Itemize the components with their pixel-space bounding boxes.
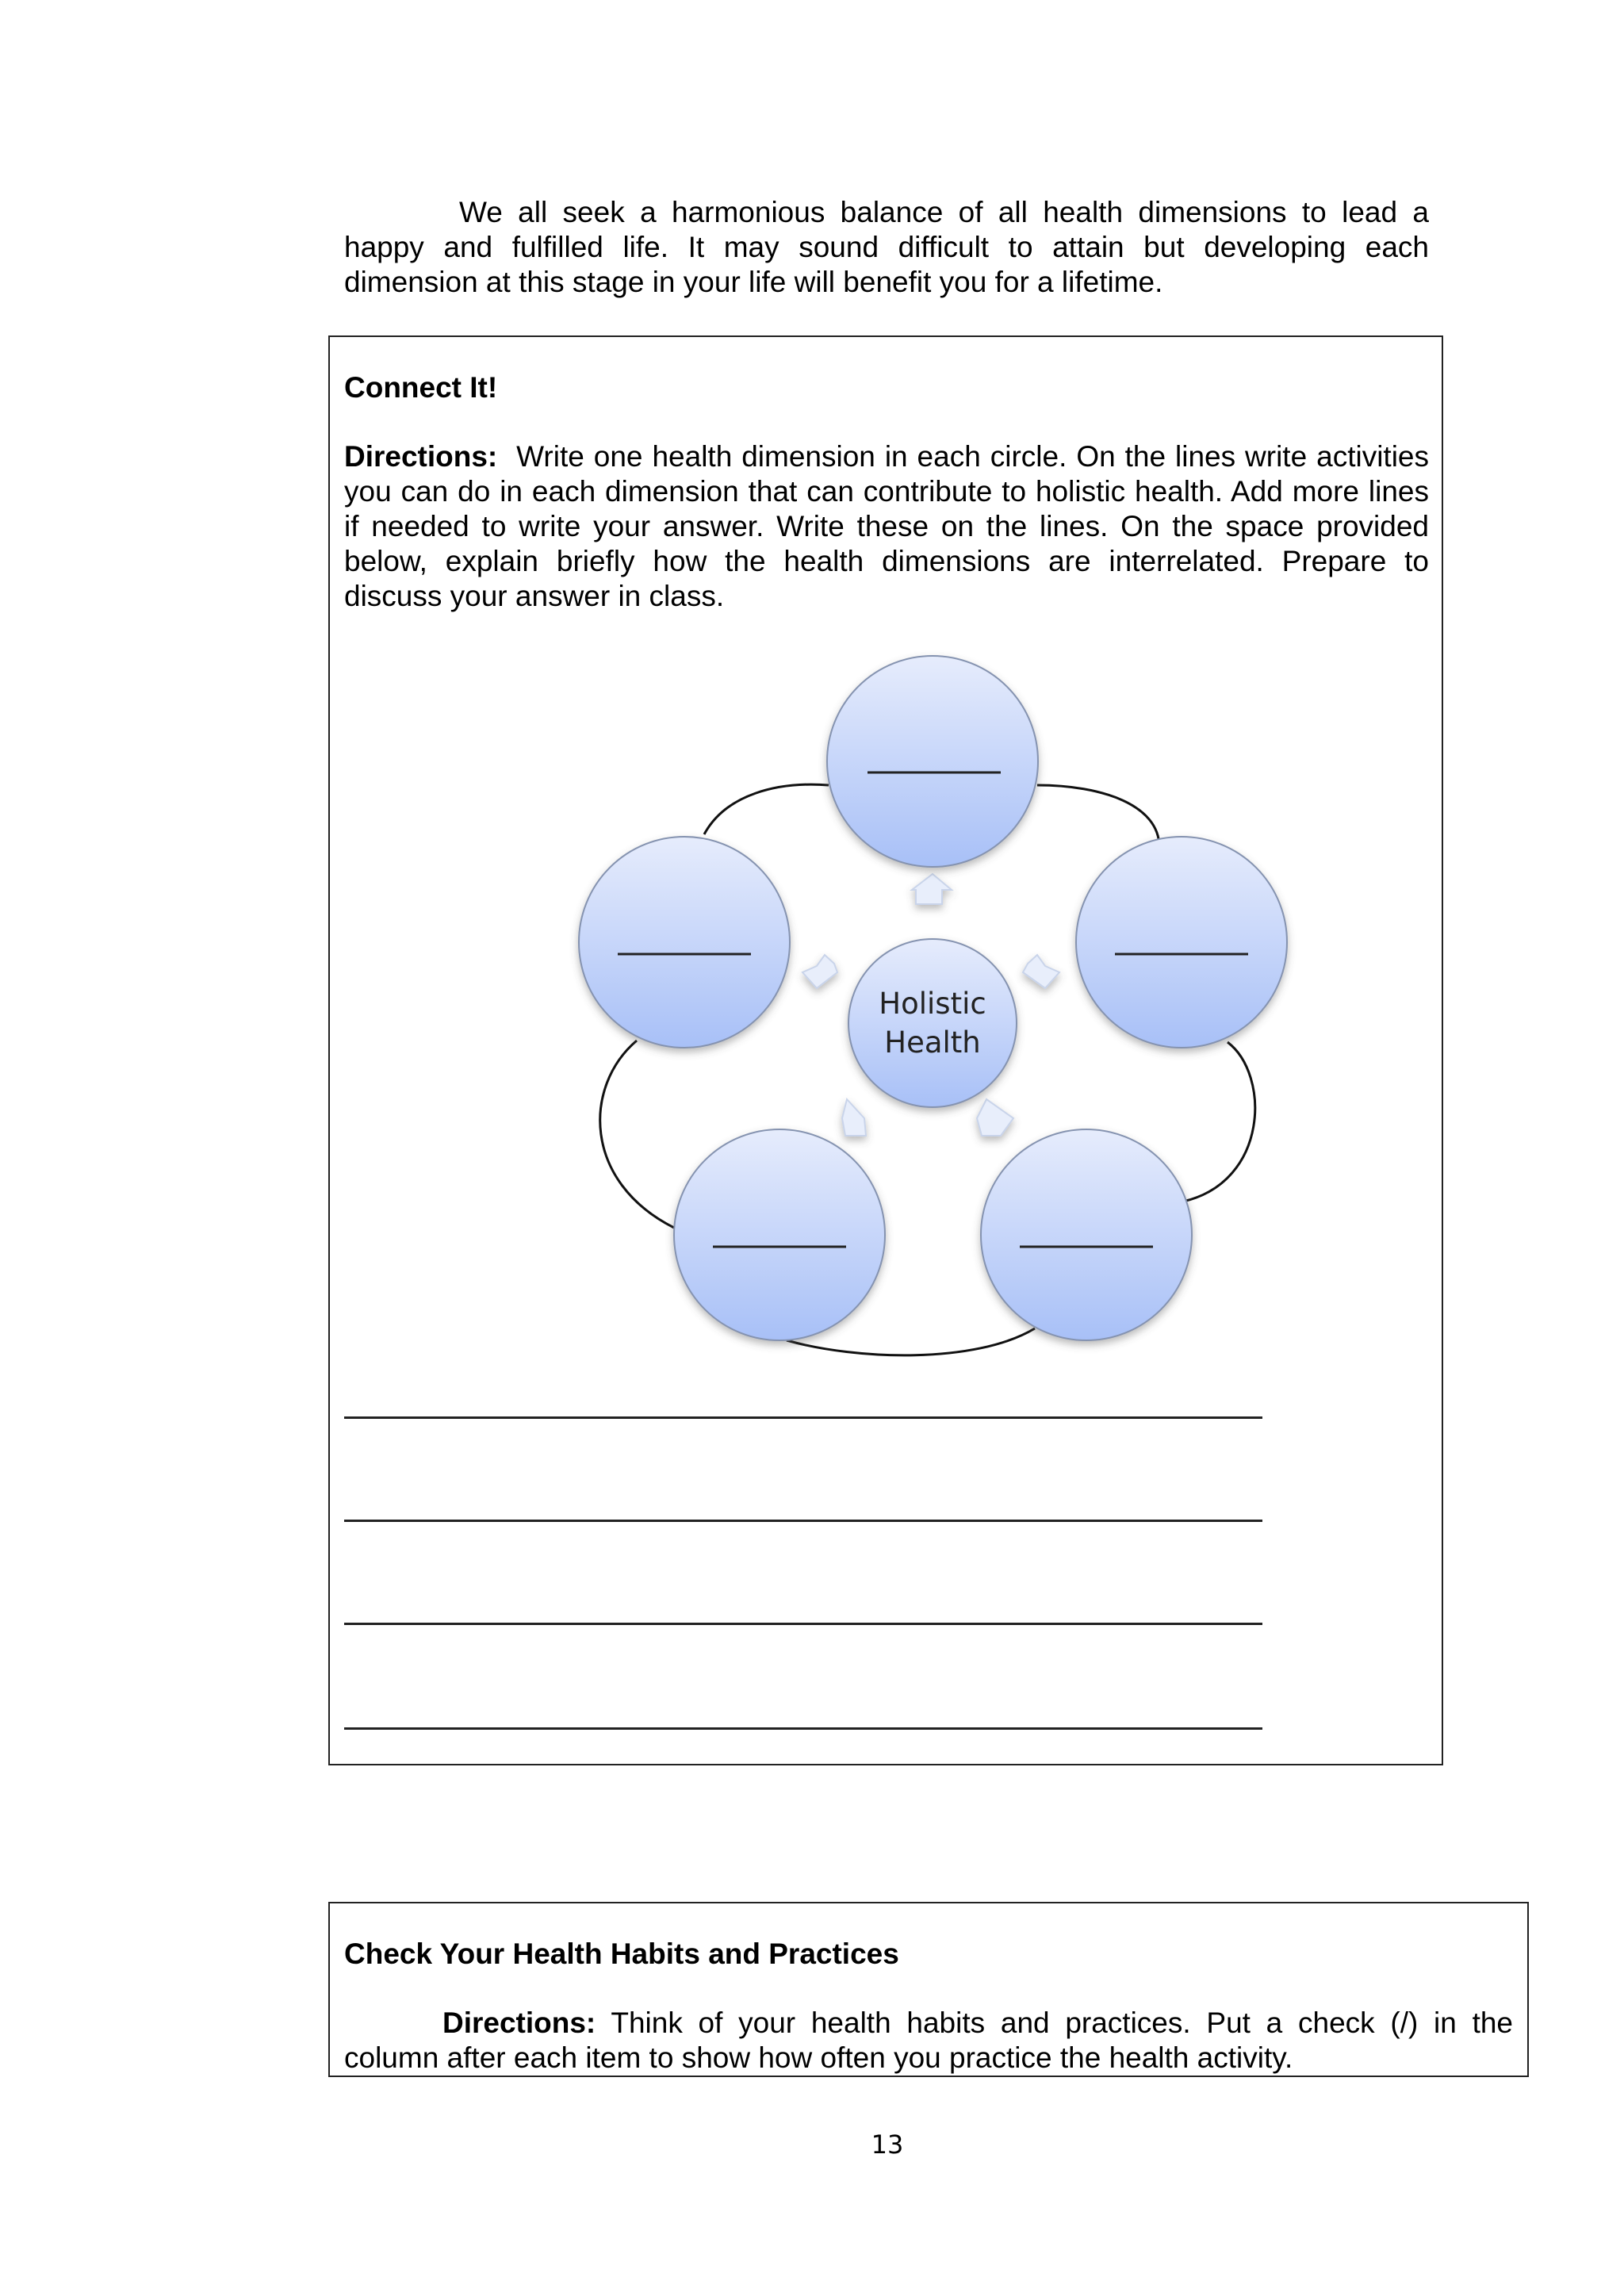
arrow-lower-right-icon — [977, 1099, 1013, 1136]
intro-text: We all seek a harmonious balance of all health dimensions to lead a happy and fulfilled life. It may sound difficult to attain but developing each dimension at this stage in your life will benefit you for a lifetime. — [344, 196, 1429, 298]
habits-directions-label: Directions: — [442, 2007, 596, 2039]
dimension-circle-top — [827, 656, 1038, 867]
connector-arc-top-right — [1037, 785, 1159, 847]
connect-it-title: Connect It! — [344, 371, 498, 404]
arrow-upper-left-icon — [802, 955, 837, 988]
connector-arc-top-left — [704, 784, 829, 834]
arrow-up-icon — [912, 874, 952, 904]
center-circle — [848, 939, 1017, 1107]
directions-text: Write one health dimension in each circle. On the lines write activities you can do in each dimension that can contribute to holistic health. Add more lines if needed to write your answer. Write these on the lines. On the space provided below, explain briefly how the health dimensions are interrelated. Prepare to discuss your answer in class. — [344, 440, 1429, 612]
answer-line-4[interactable] — [344, 1727, 1262, 1730]
answer-line-3[interactable] — [344, 1623, 1262, 1625]
health-habits-directions — [344, 2006, 1513, 2076]
connector-arc-left — [600, 1041, 674, 1228]
intro-paragraph — [344, 195, 1429, 300]
directions-label: Directions: — [344, 440, 498, 473]
page-number: 13 — [871, 2129, 904, 2160]
habits-directions-text: Think of your health habits and practices. Put a check (/) in the column after each item to show how often you practice the health activity. — [344, 2007, 1513, 2074]
arrow-upper-right-icon — [1023, 955, 1059, 988]
dimension-circle-left — [579, 837, 790, 1048]
connector-arc-right — [1183, 1042, 1255, 1202]
answer-line-1[interactable] — [344, 1416, 1262, 1419]
center-label-line2: Health — [884, 1025, 981, 1060]
connector-arc-bottom — [787, 1328, 1035, 1355]
dimension-circle-bottom-left — [674, 1129, 885, 1340]
dimension-circle-bottom-right — [981, 1129, 1192, 1340]
holistic-health-diagram — [555, 634, 1300, 1380]
health-habits-title: Check Your Health Habits and Practices — [344, 1938, 899, 1970]
answer-line-2[interactable] — [344, 1520, 1262, 1522]
center-label-line1: Holistic — [879, 987, 986, 1021]
dimension-circle-right — [1076, 837, 1287, 1048]
connect-it-directions — [344, 439, 1429, 614]
arrow-lower-left-icon — [842, 1099, 866, 1136]
